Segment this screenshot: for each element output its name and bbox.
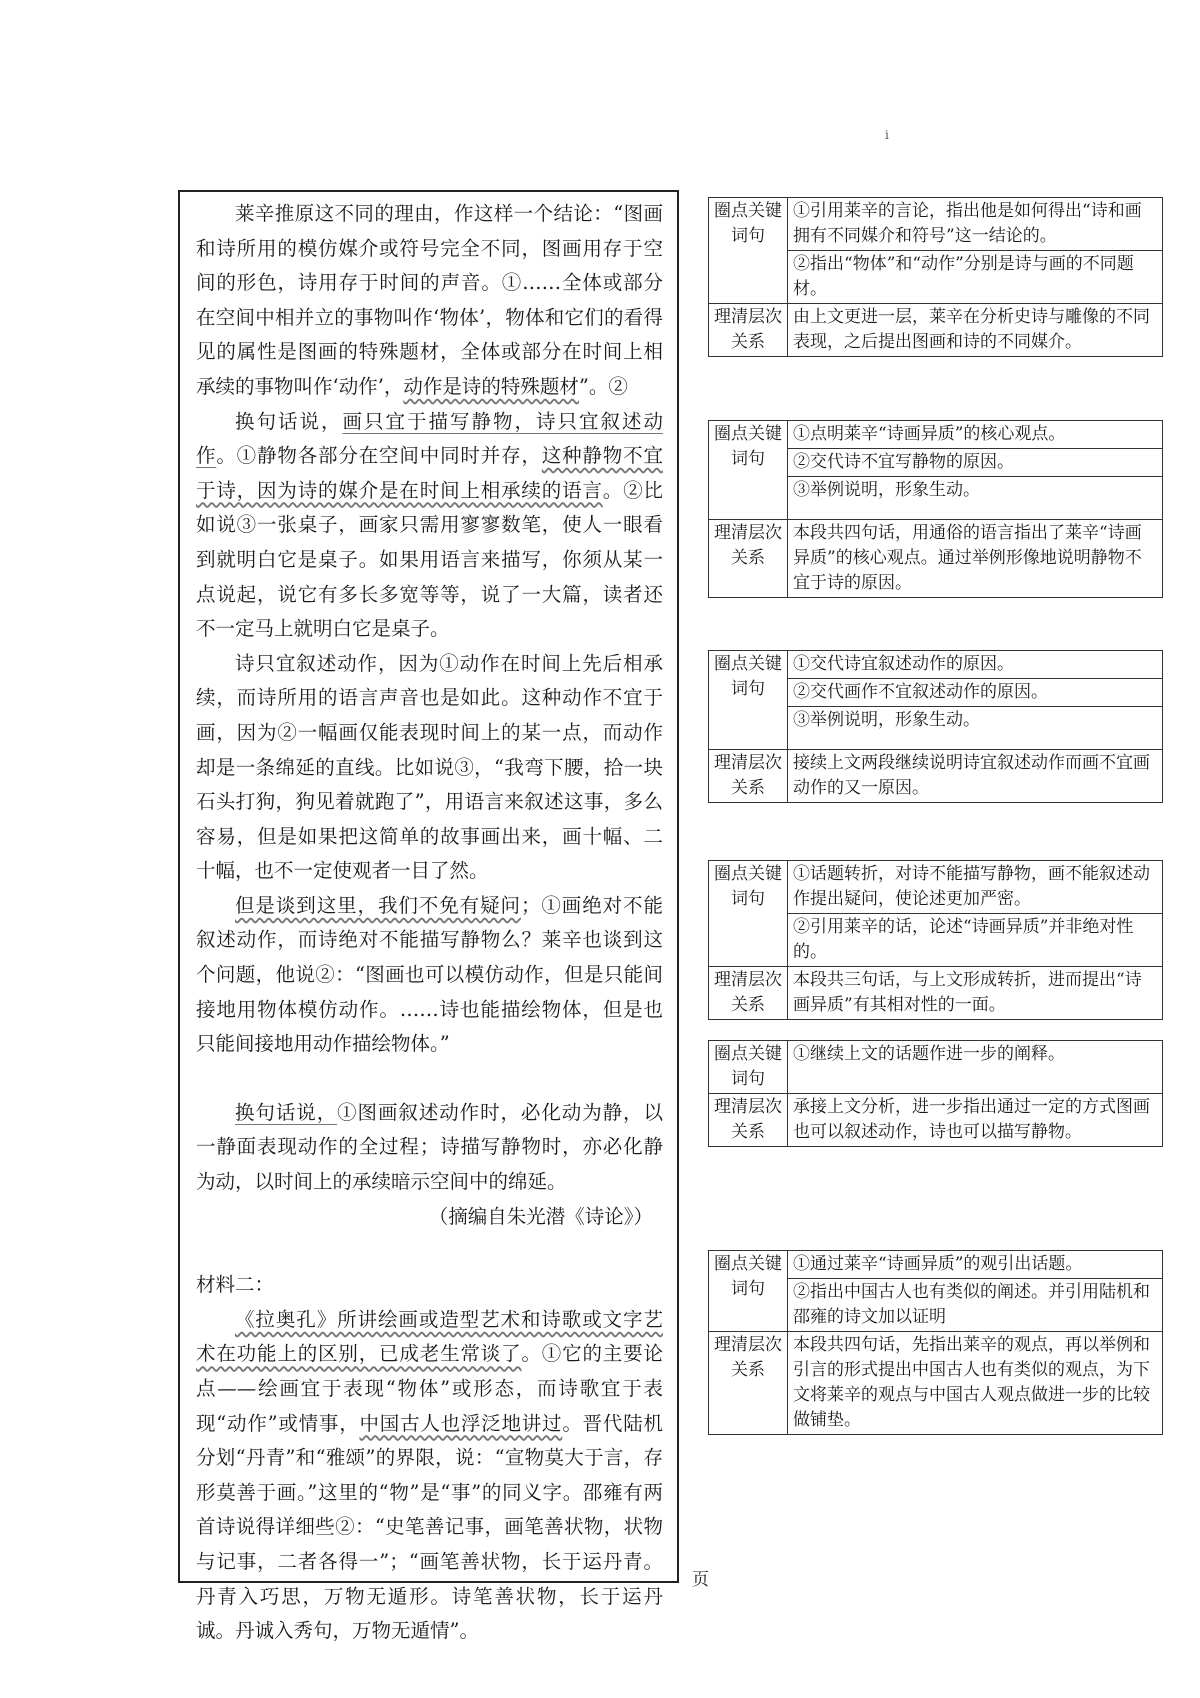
keyword-label: 圈点关键词句	[709, 1251, 788, 1332]
keyword-item: ②交代诗不宜写静物的原因。	[788, 449, 1163, 477]
relation-label: 理清层次关系	[709, 967, 788, 1020]
m1-paragraph-5	[196, 1096, 663, 1200]
relation-label: 理清层次关系	[709, 304, 788, 357]
relation-text: 本段共四句话，用通俗的语言指出了莱辛“诗画异质”的核心观点。通过举例形像地说明静物不宜于诗的原因。	[788, 520, 1163, 598]
text-run: 莱辛推原这不同的理由，作这样一个结论：“图画和诗所用的模仿媒介或符号完全不同，图画用存于空间的形色，诗用存于时间的声音。①……全体或部分在空间中相并立的事物叫作‘物体’，物体和它们的看得见的属性是图画的特殊题材，全体或部分在时间上相承续的事物叫作‘动作’，	[196, 202, 663, 398]
annotation-table-1	[708, 197, 1163, 357]
relation-label: 理清层次关系	[709, 1332, 788, 1435]
text-run: ”。②	[578, 374, 628, 398]
page-label: 页	[692, 1570, 709, 1590]
keyword-label: 圈点关键词句	[709, 651, 788, 750]
relation-text: 接续上文两段继续说明诗宜叙述动作而画不宜画动作的又一原因。	[788, 750, 1163, 803]
annotation-table-6	[708, 1250, 1163, 1435]
relation-text: 本段共三句话，与上文形成转折，进而提出“诗画异质”有其相对性的一面。	[788, 967, 1163, 1020]
marked-text: 动作是诗的特殊题材	[403, 374, 579, 398]
keyword-label: 圈点关键词句	[709, 198, 788, 304]
keyword-item: ③举例说明，形象生动。	[788, 477, 1163, 520]
m1-paragraph-3: 诗只宜叙述动作，因为①动作在时间上先后相承续，而诗所用的语言声音也是如此。这种动作不宜于画，因为②一幅画仅能表现时间上的某一点，而动作却是一条绵延的直线。比如说③，“我弯下腰，拾一块石头打狗，狗见着就跑了”，用语言来叙述这事，多么容易，但是如果把这简单的故事画出来，画十幅、二十幅，也不一定使观者一目了然。	[196, 651, 663, 883]
material-2-heading: 材料二：	[196, 1273, 275, 1297]
annotation-table-5	[708, 1040, 1163, 1147]
annotation-table-2	[708, 420, 1163, 598]
keyword-item: ①引用莱辛的言论，指出他是如何得出“诗和画拥有不同媒介和符号”这一结论的。	[788, 198, 1163, 251]
marked-text: 换句话说，	[235, 1100, 338, 1124]
marked-text: 《拉奥孔》所讲绘画或造型艺术和诗歌或文字艺术在功能上的区别，已成老生常谈了	[196, 1307, 663, 1366]
relation-label: 理清层次关系	[709, 750, 788, 803]
keyword-item: ①点明莱辛“诗画异质”的核心观点。	[788, 421, 1163, 449]
text-run: 。①静物各部分在空间中同时并存，	[216, 444, 542, 468]
text-run: 换句话说，	[235, 409, 343, 433]
m1-paragraph-2	[196, 405, 663, 647]
reading-passage	[178, 190, 679, 1643]
m1-paragraph-1	[196, 197, 663, 405]
keyword-item: ②交代画作不宜叙述动作的原因。	[788, 679, 1163, 707]
relation-text: 承接上文分析，进一步指出通过一定的方式图画也可以叙述动作，诗也可以描写静物。	[788, 1094, 1163, 1147]
keyword-item: ①通过莱辛“诗画异质”的观引出话题。	[788, 1251, 1163, 1279]
marked-text: 但是谈到这里，我们不免有疑问	[235, 893, 521, 917]
header-mark: ⅰ	[885, 128, 889, 142]
keyword-label: 圈点关键词句	[709, 1041, 788, 1094]
keyword-item: ②指出“物体”和“动作”分别是诗与画的不同题材。	[788, 251, 1163, 304]
keyword-item: ①继续上文的话题作进一步的阐释。	[788, 1041, 1163, 1094]
text-run: 。②比如说③一张桌子，画家只需用寥寥数笔，使人一眼看到就明白它是桌子。如果用语言来描写，你须从某一点说起，说它有多长多宽等等，说了一大篇，读者还不一定马上就明白它是桌子。	[196, 478, 663, 641]
keyword-label: 圈点关键词句	[709, 421, 788, 520]
source-citation: （摘编自朱光潜《诗论》）	[428, 1204, 653, 1228]
marked-text: 画只宜于描写静物，诗只宜叙述动作	[196, 409, 663, 468]
keyword-item: ②引用莱辛的话，论述“诗画异质”并非绝对性的。	[788, 914, 1163, 967]
relation-text: 由上文更进一层，莱辛在分析史诗与雕像的不同表现，之后提出图画和诗的不同媒介。	[788, 304, 1163, 357]
m2-paragraph-1	[196, 1303, 663, 1649]
text-run: 。①它的主要论点——绘画宜于表现“物体”或形态，而诗歌宜于表现“动作”或情事，	[196, 1342, 663, 1435]
relation-text: 本段共四句话，先指出莱辛的观点，再以举例和引言的形式提出中国古人也有类似的观点，为下文将莱辛的观点与中国古人观点做进一步的比较做铺垫。	[788, 1332, 1163, 1435]
keyword-item: ①话题转折，对诗不能描写静物，画不能叙述动作提出疑问，使论述更加严密。	[788, 861, 1163, 914]
keyword-item: ①交代诗宜叙述动作的原因。	[788, 651, 1163, 679]
keyword-item: ②指出中国古人也有类似的阐述。并引用陆机和邵雍的诗文加以证明	[788, 1279, 1163, 1332]
text-run: 。晋代陆机分划“丹青”和“雅颂”的界限，说：“宣物莫大于言，存形莫善于画。”这里的“物”是“事”的同义字。邵雍有两首诗说得详细些②：“史笔善记事，画笔善状物，状物与记事，二者各得一”；“画笔善状物，长于运丹青。丹青入巧思，万物无遁形。诗笔善状物，长于运丹诚。丹诚入秀句，万物无遁情”。	[196, 1411, 663, 1643]
annotation-table-3	[708, 650, 1163, 803]
relation-label: 理清层次关系	[709, 1094, 788, 1147]
keyword-item: ③举例说明，形象生动。	[788, 707, 1163, 750]
relation-label: 理清层次关系	[709, 520, 788, 598]
annotation-table-4	[708, 860, 1163, 1020]
text-run: ①图画叙述动作时，必化动为静，以一静面表现动作的全过程；诗描写静物时，亦必化静为动，以时间上的承续暗示空间中的绵延。	[196, 1100, 663, 1194]
text-run: ；①画绝对不能叙述动作，而诗绝对不能描写静物么？莱辛也谈到这个问题，他说②：“图画也可以模仿动作，但是只能间接地用物体模仿动作。……诗也能描绘物体，但是也只能间接地用动作描绘物体。”	[196, 893, 663, 1056]
m1-paragraph-4	[196, 889, 663, 1062]
keyword-label: 圈点关键词句	[709, 861, 788, 967]
marked-text: 中国古人也浮泛地讲过	[359, 1411, 563, 1435]
marked-text: 这种静物不宜于诗，因为诗的媒介是在时间上相承续的语言	[196, 444, 663, 502]
